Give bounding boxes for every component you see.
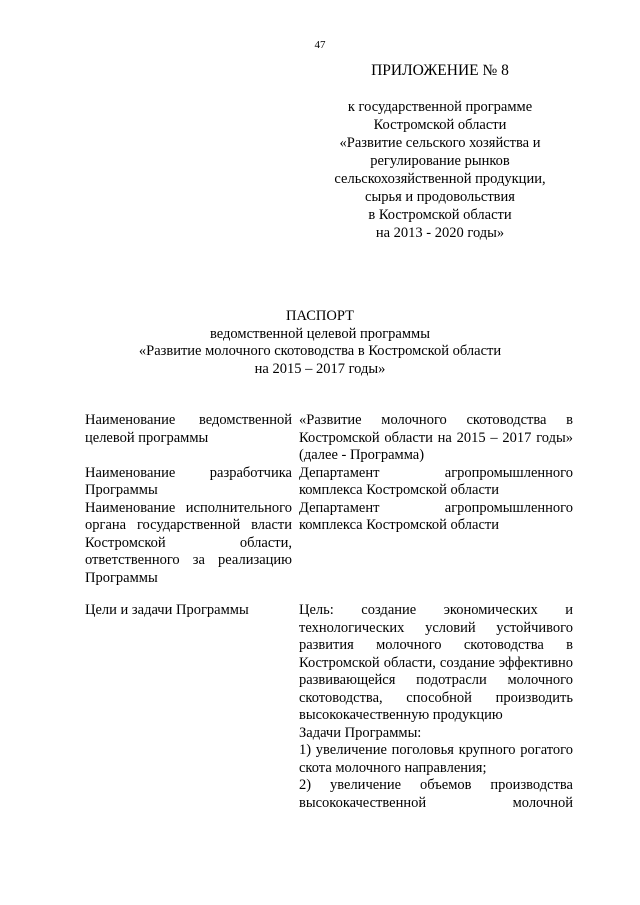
table-row-goals — [85, 602, 573, 812]
row-value: Департамент агропромышленного комплекса Костромской области — [299, 499, 573, 533]
passport-heading — [0, 308, 640, 378]
table-row-program-name — [85, 412, 573, 465]
tasks-heading: Задачи Программы: — [299, 724, 422, 741]
page-number: 47 — [314, 39, 326, 51]
appendix-subtitle — [300, 98, 580, 242]
passport-program-name: «Развитие молочного скотоводства в Костромской области — [138, 343, 502, 359]
row-label: Наименование разработчика Программы — [85, 464, 292, 498]
row-value: Департамент агропромышленного комплекса Костромской области — [299, 464, 573, 498]
passport-subtitle: ведомственной целевой программы — [210, 325, 430, 342]
row-label: Цели и задачи Программы — [85, 602, 249, 618]
passport-table — [85, 412, 573, 812]
appendix-subtitle-line: Костромской области — [373, 117, 507, 133]
appendix-subtitle-line: сельскохозяйственной продукции, — [334, 171, 546, 187]
appendix-subtitle-line: регулирование рынков — [370, 153, 510, 169]
appendix-subtitle-line: на 2013 - 2020 годы» — [375, 225, 505, 241]
row-value-goals — [299, 602, 573, 812]
appendix-subtitle-line: сырья и продовольствия — [365, 189, 515, 205]
appendix-subtitle-line: к государственной программе — [347, 99, 533, 115]
passport-title: ПАСПОРТ — [286, 308, 354, 324]
task-item: 2) увеличение объемов производства высококачественной молочной — [299, 777, 573, 811]
row-label: Наименование исполнительного органа государственной власти Костромской области, ответственного за реализацию Программы — [85, 499, 292, 586]
passport-program-years: на 2015 – 2017 годы» — [254, 360, 386, 377]
appendix-subtitle-line: «Развитие сельского хозяйства и — [339, 135, 541, 151]
goal-text: Цель: создание экономических и технологических условий устойчивого развития молочного скотоводства в Костромской области, создание эффективно развивающейся подотрасли молочного скотоводства, способной производить высококачественную продукцию — [299, 602, 573, 723]
row-label: Наименование ведомственной целевой программы — [85, 412, 292, 446]
table-row-executor — [85, 500, 573, 588]
appendix-subtitle-line: в Костромской области — [368, 207, 512, 223]
row-value: «Развитие молочного скотоводства в Костромской области на 2015 – 2017 годы» (далее - Программа) — [299, 412, 573, 463]
task-item: 1) увеличение поголовья крупного рогатого скота молочного направления; — [299, 742, 573, 776]
appendix-title: ПРИЛОЖЕНИЕ № 8 — [371, 62, 509, 79]
table-row-developer — [85, 465, 573, 500]
